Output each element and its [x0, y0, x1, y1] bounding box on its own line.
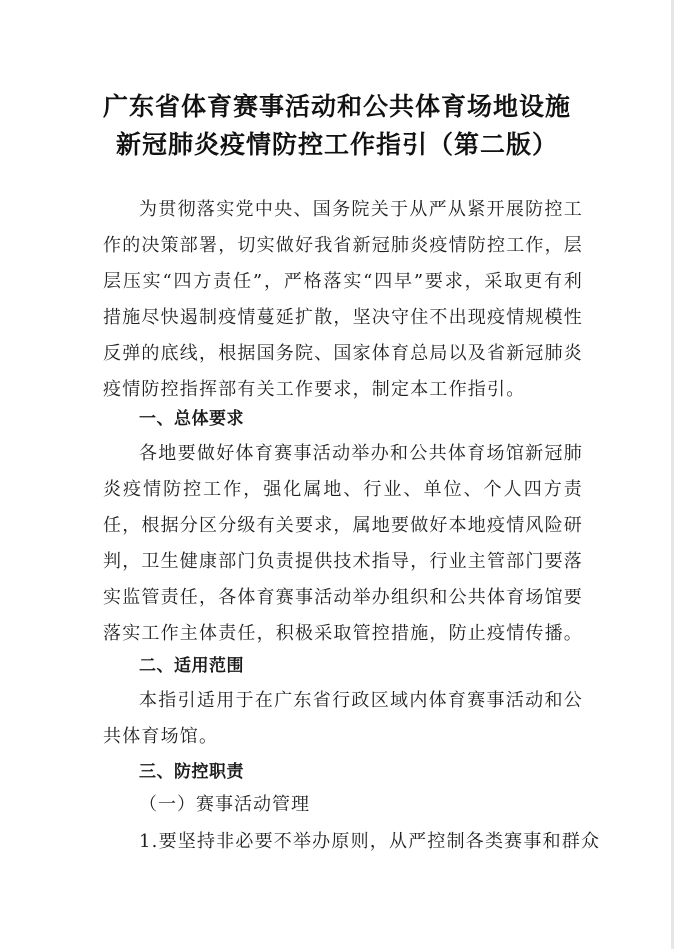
- section-heading-duties: 三、防控职责: [139, 762, 244, 782]
- section-paragraph-scope: 本指引适用于在广东省行政区域内体育赛事活动和公共体育场馆。: [103, 690, 583, 747]
- section-paragraph-general: 各地要做好体育赛事活动举办和公共体育场馆新冠肺炎疫情防控工作，强化属地、行业、单位、个人四方责任，根据分区分级有关要求，属地要做好本地疫情风险研判，卫生健康部门负责提供技术指导，行业主管部门要落实监管责任，各体育赛事活动举办组织和公共体育场馆要落实工作主体责任，积极采取管控措施，防止疫情传播。: [103, 443, 583, 644]
- document-title-line1: 广东省体育赛事活动和公共体育场地设施: [102, 92, 571, 121]
- subsection-heading-event-management: （一）赛事活动管理: [139, 794, 310, 815]
- section-heading-general: 一、总体要求: [139, 409, 244, 429]
- intro-paragraph: 为贯彻落实党中央、国务院关于从严从紧开展防控工作的决策部署，切实做好我省新冠肺炎疫情防控工作，层层压实“四方责任”，严格落实“四早”要求，采取更有利措施尽快遏制疫情蔓延扩散，坚决守住不出现疫情规模性反弹的底线，根据国务院、国家体育总局以及省新冠肺炎疫情防控指挥部有关工作要求，制定本工作指引。: [103, 199, 583, 400]
- document-title-line2: 新冠肺炎疫情防控工作指引（第二版）: [115, 130, 558, 159]
- list-item-1: 1.要坚持非必要不举办原则，从严控制各类赛事和群众: [139, 831, 601, 852]
- section-heading-scope: 二、适用范围: [139, 656, 244, 676]
